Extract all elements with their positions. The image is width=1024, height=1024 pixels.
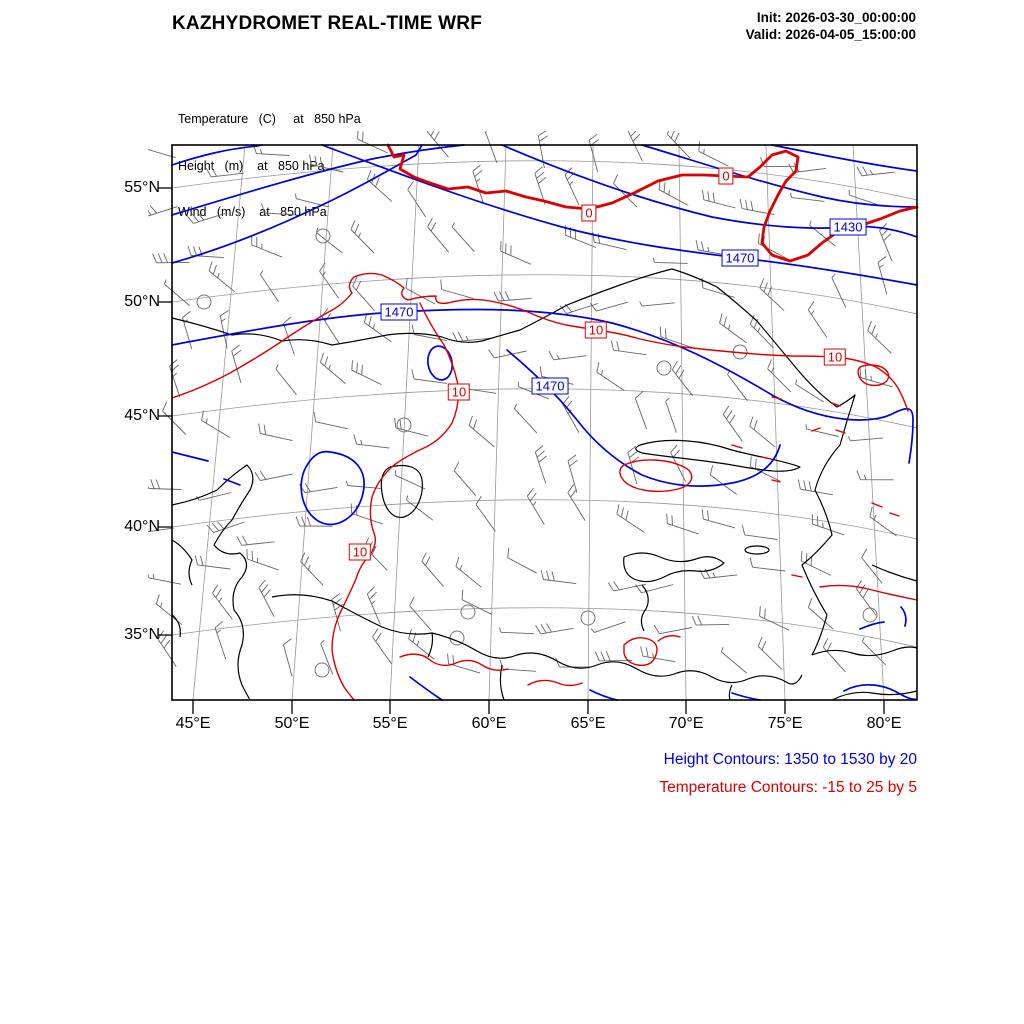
height-contour-label: 1470: [722, 250, 759, 267]
temperature-contour-label: 10: [448, 384, 470, 401]
temperature-contour-label: 0: [718, 168, 733, 185]
lat-axis-label: 45°N: [124, 407, 160, 424]
lon-axis-label: 75°E: [767, 715, 803, 732]
temperature-contour-label: 10: [349, 544, 371, 561]
lat-axis-label: 50°N: [124, 293, 160, 310]
param-height: Height (m) at 850 hPa: [178, 158, 325, 173]
coastlines-borders: [172, 269, 917, 700]
lon-axis-label: 45°E: [175, 715, 211, 732]
param-wind: Wind (m/s) at 850 hPa: [178, 205, 327, 219]
lon-axis-label: 65°E: [570, 715, 606, 732]
height-contours: [172, 145, 917, 700]
height-contour-label: 1470: [532, 378, 569, 395]
page-title: KAZHYDROMET REAL-TIME WRF: [172, 13, 483, 34]
param-temperature: Temperature (C) at 850 hPa: [178, 112, 361, 126]
lon-axis-label: 70°E: [668, 715, 704, 732]
lat-axis-label: 35°N: [124, 626, 160, 643]
wind-barb-glyphs: [148, 131, 897, 677]
map-canvas: [148, 131, 941, 714]
height-contour-label: 1430: [830, 219, 867, 236]
axis-ticks: [158, 188, 884, 714]
map-plot: [124, 145, 917, 732]
temperature-contour-legend: Temperature Contours: -15 to 25 by 5: [659, 779, 917, 796]
wind-barbs: [148, 131, 897, 677]
temperature-contour-label: 10: [585, 322, 607, 339]
lon-axis-label: 60°E: [471, 715, 507, 732]
lat-axis-label: 40°N: [124, 518, 160, 535]
lat-axis-label: 55°N: [124, 179, 160, 196]
model-times: [746, 10, 916, 43]
temperature-contour-label: 0: [581, 205, 596, 222]
height-contour-label: 1470: [381, 304, 418, 321]
lon-axis-label: 80°E: [866, 715, 902, 732]
init-time: Init: 2026-03-30_00:00:00: [756, 10, 916, 25]
lon-axis-label: 55°E: [372, 715, 408, 732]
height-contour-legend: Height Contours: 1350 to 1530 by 20: [663, 751, 917, 768]
temperature-contour-label: 10: [824, 349, 846, 366]
valid-time: Valid: 2026-04-05_15:00:00: [745, 26, 916, 42]
lon-axis-label: 50°E: [274, 715, 310, 732]
